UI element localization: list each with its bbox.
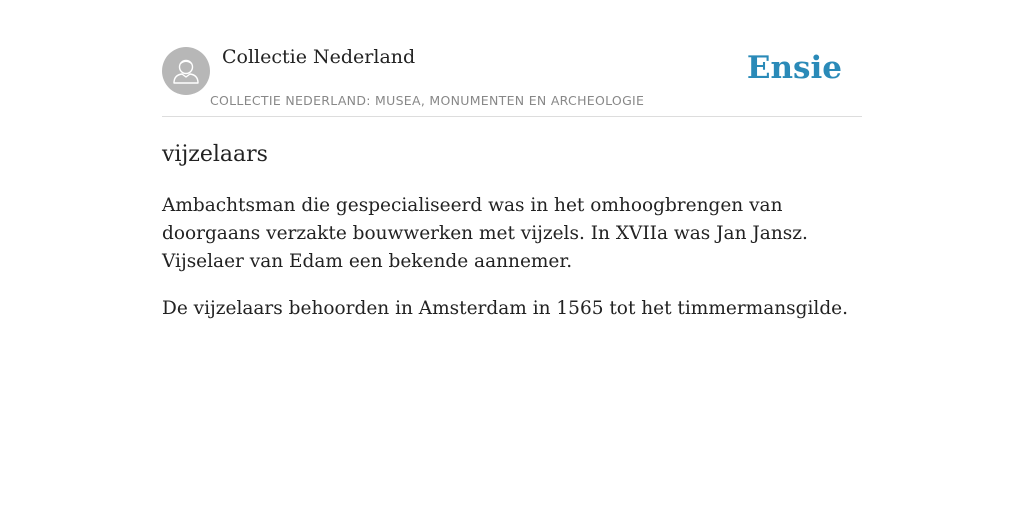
author-name-link[interactable]: Collectie Nederland [222, 46, 416, 68]
source-link[interactable]: COLLECTIE NEDERLAND: MUSEA, MONUMENTEN EN ARCHEOLOGIE [210, 93, 645, 108]
entry-paragraph: De vijzelaars behoorden in Amsterdam in 1565 tot het timmermansgilde. [162, 298, 848, 319]
entry-paragraph: Ambachtsman die gespecialiseerd was in het omhoogbrengen van doorgaans verzakte bouwwerken met vijzels. In XVIIa was Jan Jansz. Vijselaer van Edam een bekende aannemer. [162, 195, 808, 272]
entry-content [162, 140, 862, 342]
entry-header [162, 40, 862, 117]
user-icon [162, 47, 210, 95]
entry-title: vijzelaars [162, 142, 268, 167]
ensie-logo[interactable]: Ensie [746, 50, 842, 86]
avatar[interactable] [162, 47, 210, 95]
